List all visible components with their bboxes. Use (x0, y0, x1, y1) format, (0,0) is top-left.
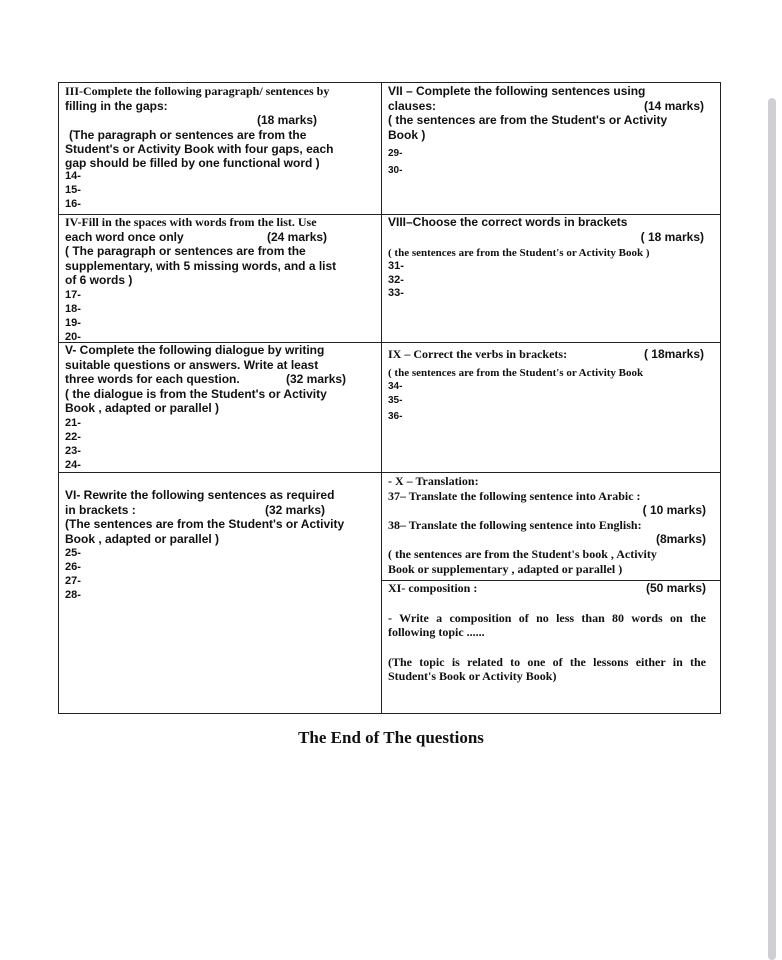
question-number: 35- (388, 394, 403, 406)
question-number: 17- (65, 288, 81, 301)
section-xi (388, 581, 706, 684)
section-iv-marks: (24 marks) (267, 229, 328, 244)
question-38-marks-row (388, 532, 706, 547)
section-x (388, 474, 706, 576)
section-v (65, 343, 373, 472)
question-37: 37– Translate the following sentence into Arabic : (388, 488, 641, 503)
section-x-title: - X – Translation: (388, 474, 479, 488)
column-divider (381, 82, 382, 714)
question-number: 15- (65, 183, 81, 196)
section-xi-title-row (388, 581, 706, 596)
section-vii-marks: (14 marks) (643, 98, 704, 113)
question-37-marks-row (388, 503, 706, 518)
section-viii-marks: ( 18 marks) (640, 229, 704, 244)
section-vi (65, 488, 373, 602)
section-viii-note: ( the sentences are from the Student's or Activity Book ) (388, 247, 650, 260)
section-iii-note: (The paragraph or sentences are from the (69, 127, 307, 142)
question-number: 24- (65, 458, 81, 471)
question-number: 14- (65, 169, 81, 182)
section-vi-note: Book , adapted or parallel ) (65, 531, 220, 546)
section-iv-note: of 6 words ) (65, 273, 133, 288)
section-viii-title: VIII–Choose the correct words in brackets (388, 215, 628, 229)
question-number: 27- (65, 575, 81, 588)
section-ix-marks: ( 18marks) (643, 347, 704, 361)
section-iv-note: supplementary, with 5 missing words, and a list (65, 258, 337, 273)
question-number: 28- (65, 589, 81, 602)
question-37-marks: ( 10 marks) (642, 503, 706, 518)
question-number: 23- (65, 444, 81, 457)
section-v-title-cont: suitable questions or answers. Write at least (65, 357, 319, 372)
composition-topic-note-cont: Student's Book or Activity Book) (388, 669, 557, 684)
section-xi-marks: (50 marks) (645, 581, 706, 595)
section-ix-note: ( the sentences are from the Student's or Activity Book (388, 366, 644, 379)
section-x-note: Book or supplementary , adapted or parallel ) (388, 561, 623, 576)
section-v-marks: (32 marks) (286, 372, 347, 387)
scrollbar[interactable] (768, 98, 776, 960)
section-iii-title: III-Complete the following paragraph/ sentences by (65, 84, 330, 98)
section-v-title: V- Complete the following dialogue by writing (65, 343, 325, 357)
section-v-note: Book , adapted or parallel ) (65, 401, 220, 416)
section-x-note: ( the sentences are from the Student's book , Activity (388, 546, 657, 561)
section-viii-marks-row (388, 230, 704, 245)
section-iv-instruction: each word once only (65, 229, 184, 244)
section-iii-title-cont: filling in the gaps: (65, 98, 168, 113)
question-number: 18- (65, 302, 81, 315)
composition-instruction: - Write a composition of no less than 80 words on the (388, 610, 706, 625)
section-vi-instruction: in brackets : (65, 502, 136, 517)
section-vii-note: ( the sentences are from the Student's or Activity (388, 113, 668, 128)
question-number: 29- (388, 148, 403, 160)
section-ix-title-row (388, 347, 704, 362)
question-number: 30- (388, 165, 403, 177)
section-v-title-cont (65, 372, 373, 387)
row-divider (58, 472, 721, 473)
section-iii-marks: (18 marks) (257, 113, 318, 128)
section-vi-title: VI- Rewrite the following sentences as required (65, 488, 335, 502)
question-number: 22- (65, 430, 81, 443)
section-ix (388, 347, 704, 425)
section-vii-title: VII – Complete the following sentences using (388, 84, 646, 98)
section-vii-clauses: clauses: (388, 98, 437, 113)
section-v-instruction: three words for each question. (65, 372, 240, 387)
section-iv-title-cont (65, 230, 373, 245)
end-of-questions: The End of The questions (298, 728, 484, 747)
section-iv (65, 215, 373, 344)
section-vi-note: (The sentences are from the Student's or Activity (65, 517, 345, 532)
question-number: 32- (388, 273, 404, 286)
question-number: 34- (388, 380, 403, 392)
section-vii-title-cont (388, 99, 704, 114)
question-38: 38– Translate the following sentence into English: (388, 517, 642, 532)
question-number: 25- (65, 547, 81, 560)
question-number: 31- (388, 260, 404, 273)
question-number: 16- (65, 197, 81, 210)
question-number: 20- (65, 330, 81, 343)
section-iii-note: gap should be filled by one functional word ) (65, 155, 320, 170)
section-ix-title: IX – Correct the verbs in brackets: (388, 347, 568, 361)
section-xi-title: XI- composition : (388, 581, 478, 595)
question-number: 26- (65, 561, 81, 574)
section-vi-title-cont (65, 503, 373, 518)
section-iv-note: ( The paragraph or sentences are from the (65, 244, 306, 259)
section-vii-note: Book ) (388, 127, 426, 142)
section-vi-marks: (32 marks) (265, 502, 326, 517)
question-38-marks: (8marks) (655, 532, 706, 547)
section-vii (388, 84, 704, 179)
question-number: 36- (388, 410, 403, 422)
section-iv-title: IV-Fill in the spaces with words from the list. Use (65, 215, 317, 229)
question-number: 21- (65, 416, 81, 429)
section-iii-note: Student's or Activity Book with four gaps, each (65, 142, 334, 157)
composition-topic-note: (The topic is related to one of the lessons either in the (388, 654, 706, 669)
question-number: 19- (65, 316, 81, 329)
question-number: 33- (388, 287, 404, 300)
section-viii (388, 215, 704, 301)
section-iii (65, 84, 373, 211)
composition-instruction-cont: following topic ...... (388, 625, 485, 640)
section-v-note: ( the dialogue is from the Student's or Activity (65, 386, 327, 401)
